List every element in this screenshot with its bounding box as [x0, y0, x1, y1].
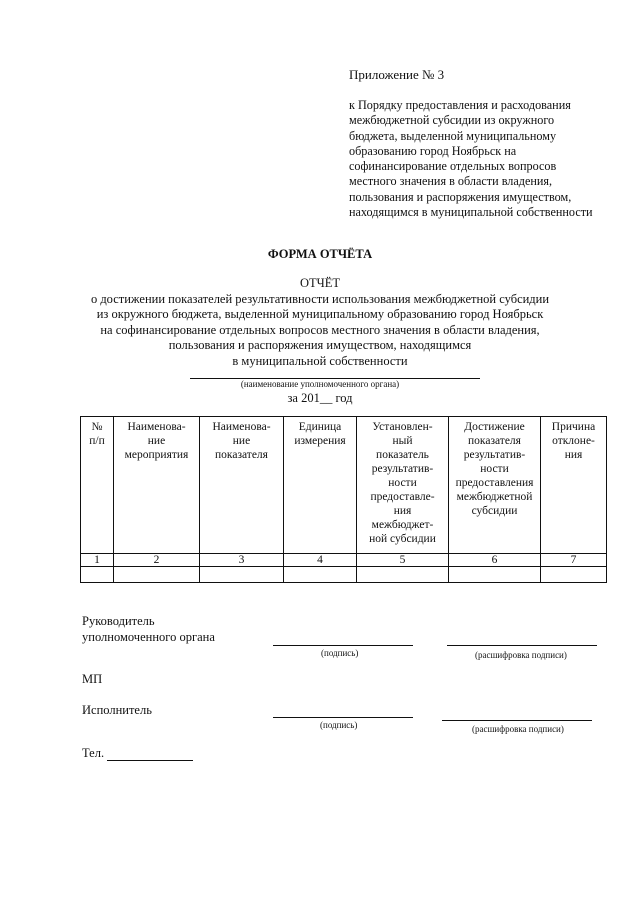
head-label: Руководитель	[82, 614, 155, 628]
header-col-achievement: Достижение показателя результатив- ности предоставления межбюджетной субсидии	[449, 417, 541, 554]
table-number-row	[81, 554, 607, 567]
head-name-line[interactable]	[447, 645, 597, 646]
form-title: ФОРМА ОТЧЁТА	[267, 247, 373, 261]
executor-name-line[interactable]	[442, 720, 592, 721]
annex-line: межбюджетной субсидии из окружного	[349, 113, 555, 128]
table-cell[interactable]	[449, 567, 541, 583]
head-signature-line[interactable]	[273, 645, 413, 646]
stamp-label: МП	[82, 672, 103, 686]
executor-signature-line[interactable]	[273, 717, 413, 718]
head-label-org: уполномоченного органа	[82, 630, 215, 644]
column-number: 4	[284, 554, 357, 567]
column-number: 6	[449, 554, 541, 567]
report-subtitle-line: из окружного бюджета, выделенной муниципальному образованию город Ноябрьск	[96, 307, 544, 321]
column-number: 3	[200, 554, 284, 567]
header-col-deviation-reason: Причина отклоне- ния	[541, 417, 607, 554]
executor-label: Исполнитель	[82, 703, 152, 717]
executor-signature-caption: (подпись)	[320, 720, 358, 730]
executor-name-caption: (расшифровка подписи)	[472, 724, 564, 734]
report-subtitle-line: о достижении показателей результативности использования межбюджетной субсидии	[90, 291, 550, 306]
phone-field-line[interactable]	[107, 760, 193, 761]
report-subtitle-line: на софинансирование отдельных вопросов местного значения в области владения,	[100, 322, 540, 337]
head-signature-caption: (подпись)	[321, 648, 359, 658]
header-col-activity: Наименова- ние мероприятия	[114, 417, 200, 554]
header-col-number: № п/п	[81, 417, 114, 554]
annex-line: бюджета, выделенной муниципальному	[349, 128, 557, 143]
header-col-indicator: Наименова- ние показателя	[200, 417, 284, 554]
table-cell[interactable]	[81, 567, 114, 583]
header-col-target: Установлен- ный показатель результатив- ности предоставле- ния межбюджет- ной субсидии	[357, 417, 449, 554]
org-name-caption: (наименование уполномоченного органа)	[240, 379, 400, 389]
column-number: 5	[357, 554, 449, 567]
report-heading: ОТЧЁТ	[299, 276, 341, 290]
annex-line: пользования и распоряжения имуществом,	[349, 189, 572, 204]
annex-line: находящимся в муниципальной собственности	[349, 205, 593, 220]
table-cell[interactable]	[541, 567, 607, 583]
annex-line: софинансирование отдельных вопросов	[349, 159, 557, 174]
table-empty-row	[81, 567, 607, 583]
table-cell[interactable]	[357, 567, 449, 583]
annex-line: местного значения в области владения,	[349, 174, 553, 189]
table-cell[interactable]	[114, 567, 200, 583]
report-table	[80, 416, 607, 583]
report-subtitle-line: пользования и распоряжения имуществом, находящимся	[168, 338, 472, 352]
table-header-row	[81, 417, 607, 554]
phone-label: Тел.	[82, 746, 105, 760]
report-heading-block	[60, 276, 580, 369]
column-number: 2	[114, 554, 200, 567]
head-name-caption: (расшифровка подписи)	[475, 650, 567, 660]
table-cell[interactable]	[200, 567, 284, 583]
column-number: 1	[81, 554, 114, 567]
column-number: 7	[541, 554, 607, 567]
report-period: за 201__ год	[287, 391, 353, 405]
header-col-unit: Единица измерения	[284, 417, 357, 554]
annex-title: Приложение № 3	[349, 67, 445, 82]
annex-line: к Порядку предоставления и расходования	[349, 98, 571, 112]
table-cell[interactable]	[284, 567, 357, 583]
annex-line: образованию город Ноябрьск на	[349, 143, 517, 158]
annex-description	[349, 98, 619, 220]
report-subtitle-line: в муниципальной собственности	[232, 353, 408, 368]
